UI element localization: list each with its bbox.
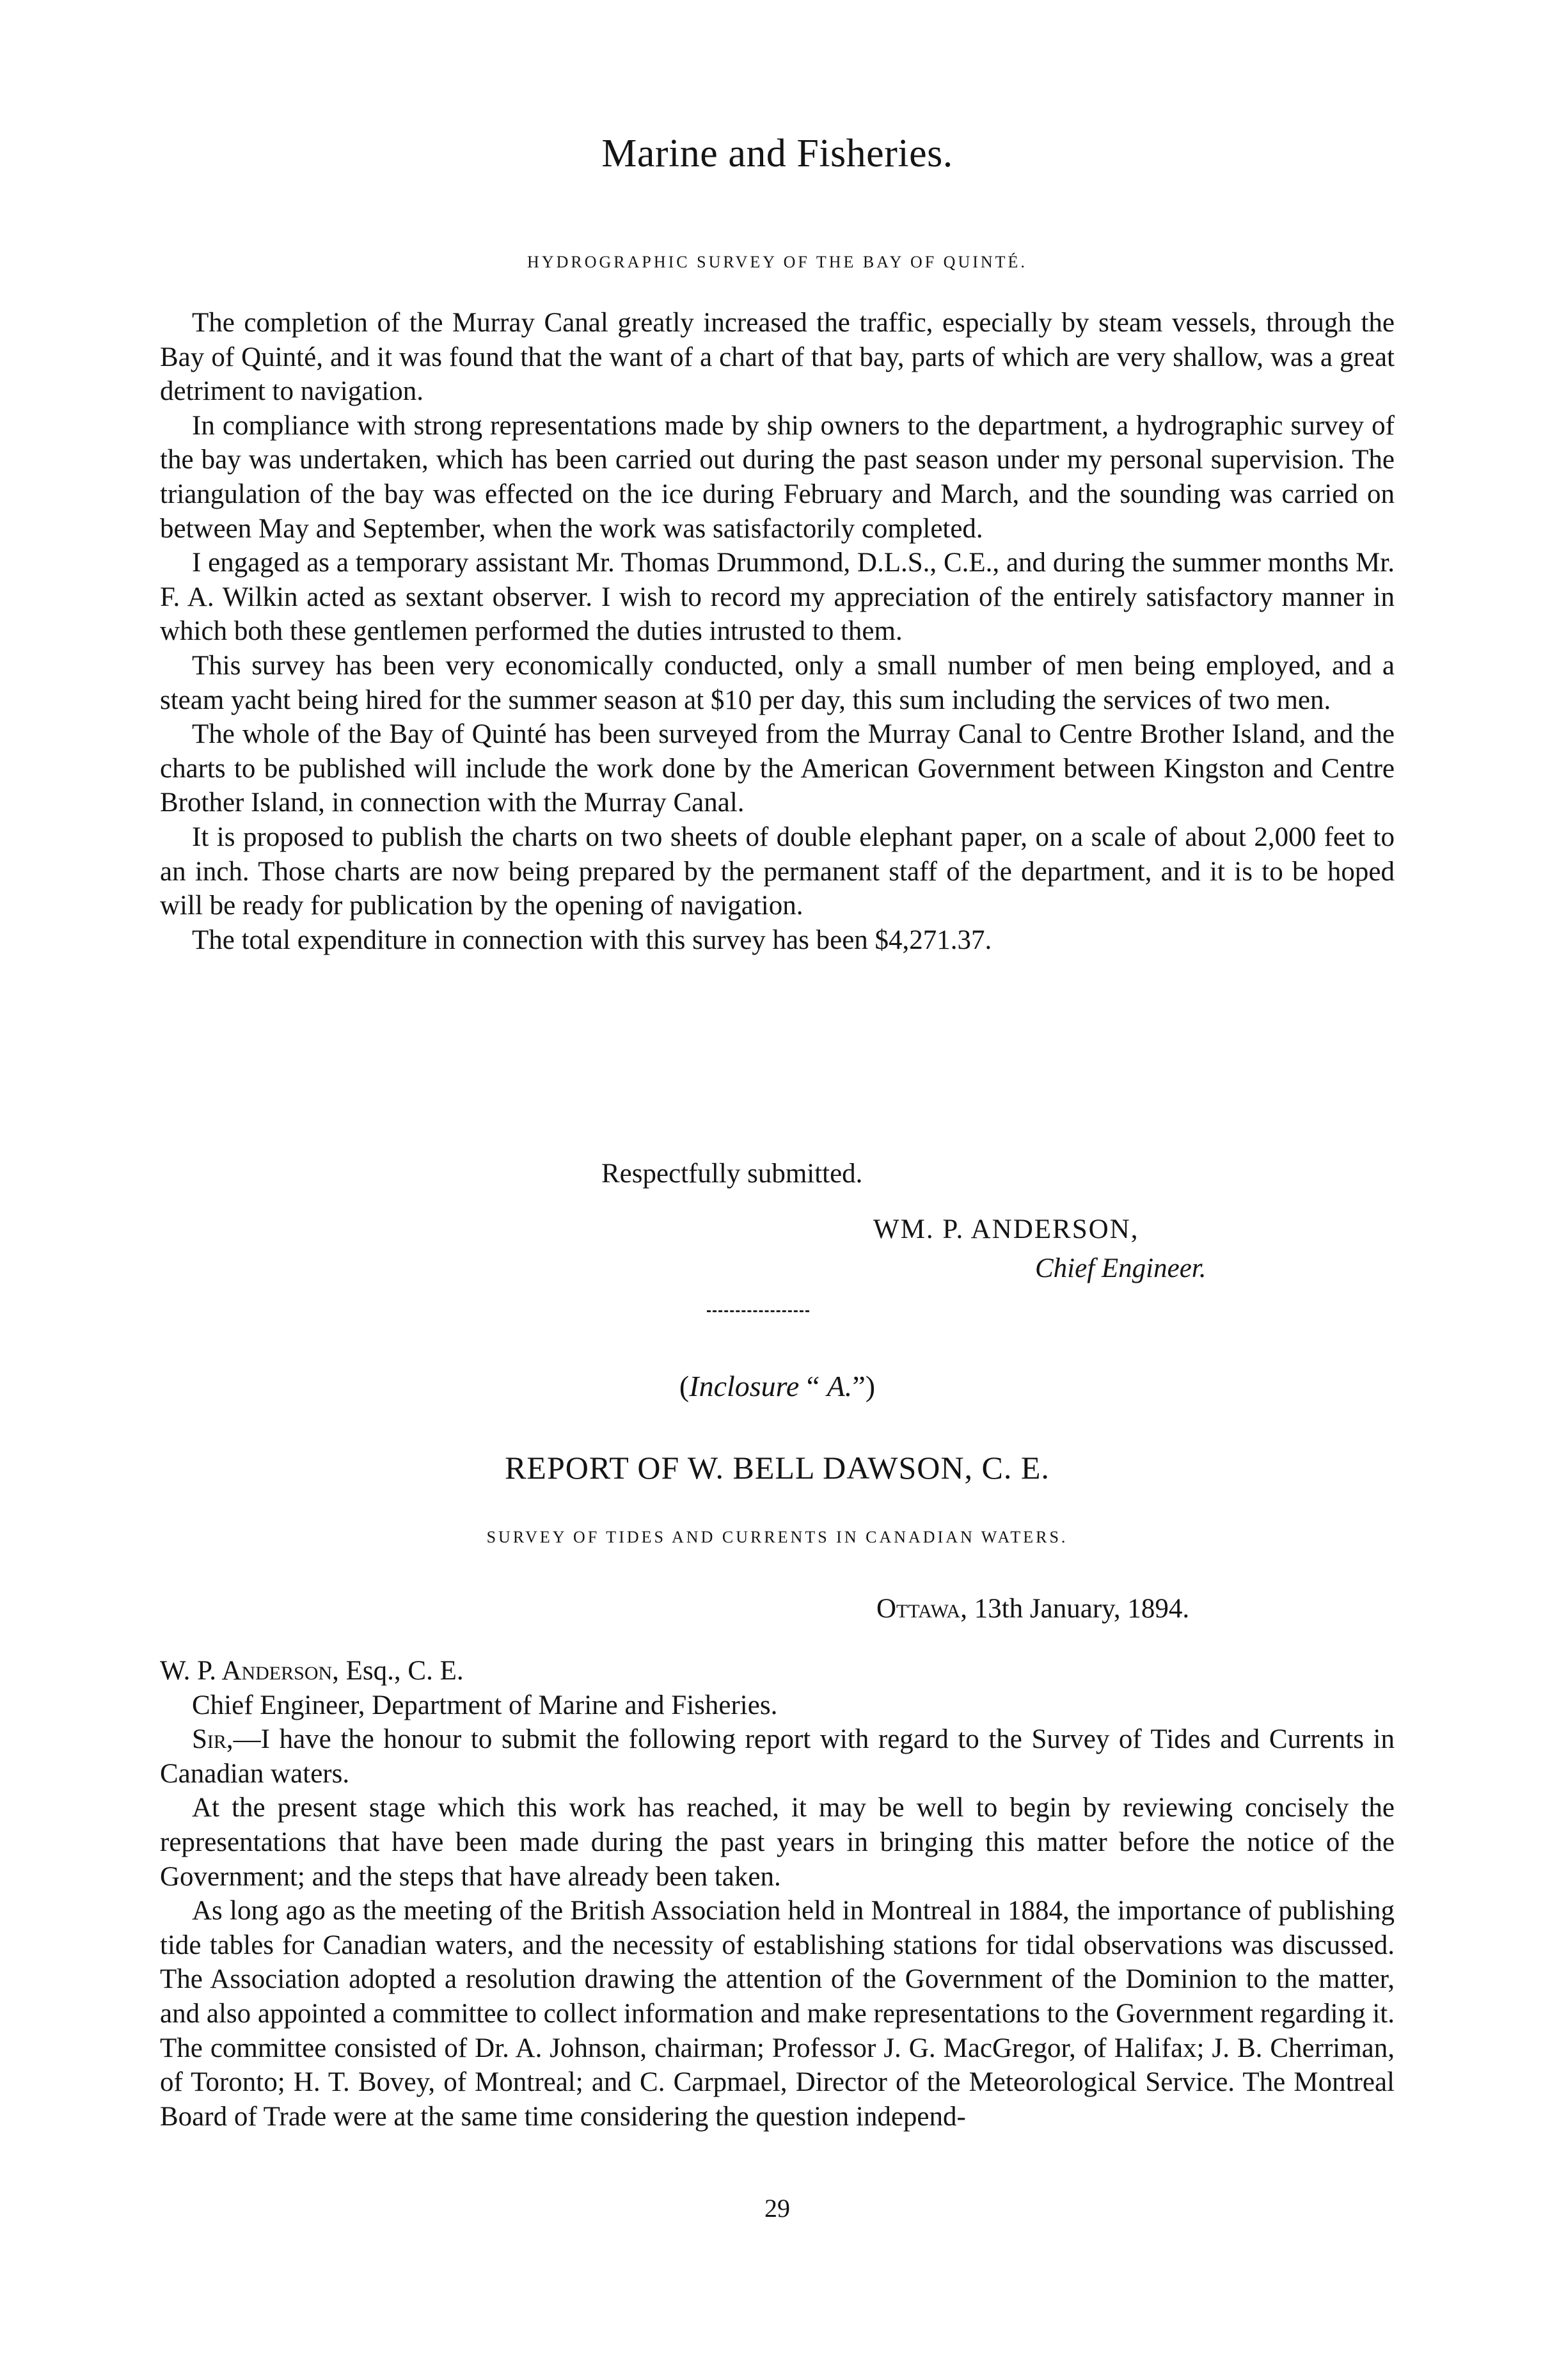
report-title: REPORT OF W. BELL DAWSON, C. E. (505, 1450, 1050, 1486)
paragraph: In compliance with strong representations made by ship owners to the department, a hydrographic survey of the bay was undertaken, which has been carried out during the past season under my personal supervision. The triangulation of the bay was effected on the ice during February and March, and the sounding was carried on between May and September, when the work was satisfactorily completed. (160, 410, 1395, 544)
dateline-place: Ottawa, (876, 1594, 967, 1624)
page-title: Marine and Fisheries. (601, 132, 953, 175)
hydrographic-section (160, 306, 1395, 957)
dateline (876, 1593, 1189, 1624)
inclosure-open: ( (679, 1370, 690, 1402)
inclosure-quote: “ (799, 1370, 827, 1402)
report-body (160, 1654, 1395, 2134)
inclosure-close: ”) (852, 1370, 876, 1402)
paragraph: At the present stage which this work has reached, it may be well to begin by reviewing concisely the representations that have been made during the past years in bringing this matter before the notice of the Government; and the steps that have already been taken. (160, 1793, 1395, 1892)
signature-title: Chief Engineer. (1035, 1253, 1207, 1283)
addressee-name: W. P. Anderson, (160, 1656, 339, 1686)
paragraph: The total expenditure in connection with this survey has been $4,271.37. (192, 924, 992, 955)
inclosure-letter: A. (827, 1370, 853, 1402)
salutation: Sir, (192, 1724, 233, 1755)
addressee-line (160, 1654, 1395, 1688)
paragraph: It is proposed to publish the charts on two sheets of double elephant paper, on a scale of about 2,000 feet to an inch. Those charts are now being prepared by the permanent staff of the department, and it is to be hoped will be ready for publication by the opening of navigation. (160, 821, 1395, 921)
paragraph: This survey has been very economically conducted, only a small number of men being employed, and a steam yacht being hired for the summer season at $10 per day, this sum including the services of two men. (160, 650, 1395, 715)
section-heading-hydrographic: HYDROGRAPHIC SURVEY OF THE BAY OF QUINTÉ. (527, 253, 1027, 271)
section-heading-tides: SURVEY OF TIDES AND CURRENTS IN CANADIAN WATERS. (486, 1528, 1068, 1546)
paragraph: The completion of the Murray Canal greatly increased the traffic, especially by steam vessels, through the Bay of Quinté, and it was found that the want of a chart of that bay, parts of which are very shallow, was a great detriment to navigation. (160, 308, 1395, 407)
paragraph: The whole of the Bay of Quinté has been surveyed from the Murray Canal to Centre Brother Island, and the charts to be published will include the work done by the American Government between Kingston and Centre Brother Island, in connection with the Murray Canal. (160, 719, 1395, 818)
section-divider (707, 1310, 809, 1315)
dateline-date: 13th January, 1894. (967, 1594, 1190, 1624)
closing-line: Respectfully submitted. (601, 1159, 863, 1189)
addressee-suffix: Esq., C. E. (338, 1656, 464, 1686)
addressee-title: Chief Engineer, Department of Marine and Fisheries. (192, 1690, 778, 1720)
page-number: 29 (764, 2194, 790, 2223)
inclosure-word: Inclosure (689, 1370, 800, 1402)
inclosure-label (160, 1369, 1395, 1403)
paragraph: I engaged as a temporary assistant Mr. Thomas Drummond, D.L.S., C.E., and during the summer months Mr. F. A. Wilkin acted as sextant observer. I wish to record my appreciation of the entirely satisfactory manner in which both these gentlemen performed the duties intrusted to them. (160, 548, 1395, 647)
signature-name: WM. P. ANDERSON, (873, 1214, 1139, 1244)
paragraph-text: —I have the honour to submit the following report with regard to the Survey of Tides and Currents in Canadian waters. (160, 1724, 1395, 1789)
paragraph (160, 1722, 1395, 1791)
paragraph: As long ago as the meeting of the British Association held in Montreal in 1884, the importance of publishing tide tables for Canadian waters, and the necessity of establishing stations for tidal observations was discussed. The Association adopted a resolution drawing the attention of the Government of the Dominion to the matter, and also appointed a committee to collect information and make representations to the Government regarding it. The committee consisted of Dr. A. Johnson, chairman; Professor J. G. MacGregor, of Halifax; J. B. Cherriman, of Toronto; H. T. Bovey, of Montreal; and C. Carpmael, Director of the Meteorological Service. The Montreal Board of Trade were at the same time considering the question independ- (160, 1896, 1395, 2132)
